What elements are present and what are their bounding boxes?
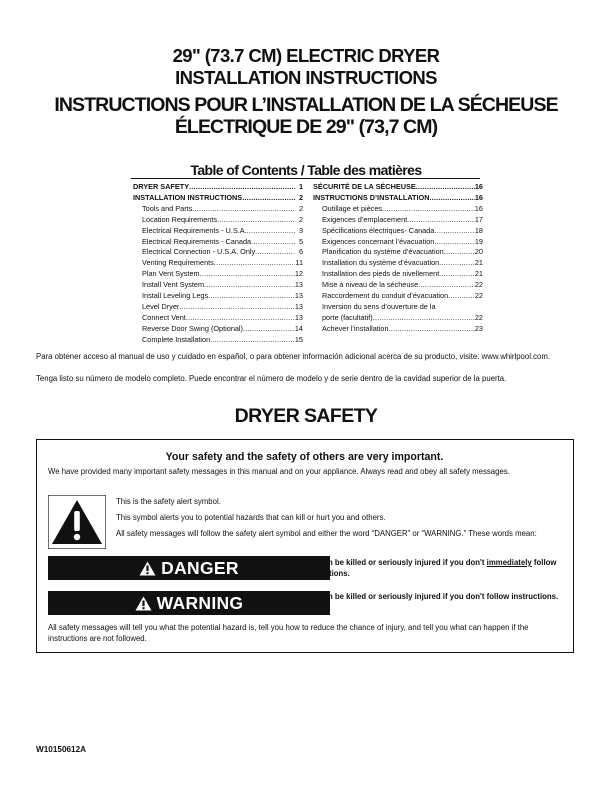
toc-dot-leader [382,204,475,215]
toc-dot-leader [186,313,295,324]
toc-entry [313,237,483,248]
toc-entry-page: 14 [294,323,303,333]
alert-symbol-line2: This symbol alerts you to potential hazards that can kill or hurt you and others. [116,513,386,522]
toc-dot-leader [217,215,295,226]
toc-entry-label: Venting Requirements [142,258,214,268]
toc-entry-label: INSTRUCTIONS D’INSTALLATION [313,192,430,202]
safety-footer-text: All safety messages will tell you what the potential hazard is, tell you how to reduce the chance of injury, and tell you what can happen if the instructions are not followed. [48,623,529,643]
toc-entry-label-line2: porte (facultatif) [322,312,373,322]
toc-entry-label: Outillage et pièces [322,203,383,213]
safety-alert-triangle-icon [48,495,106,549]
toc-dot-leader [255,247,295,258]
toc-entry-page: 22 [474,312,483,322]
toc-entry-page: 1 [298,182,303,191]
toc-entry-page: 19 [474,236,483,246]
toc-entry [133,269,303,280]
toc-dot-leader [434,226,475,237]
toc-dot-leader [247,226,295,237]
title-en-line1: 29" (73.7 CM) ELECTRIC DRYER [172,45,440,66]
toc-entry [133,215,303,226]
toc-entry-page: 3 [298,225,303,235]
section-title-dryer-safety: DRYER SAFETY [234,405,378,427]
toc-entry-page: 22 [474,280,483,290]
toc-entry-label: Location Requirements [142,214,218,224]
safety-box [36,439,574,653]
danger-alert-icon [139,561,156,576]
toc-dot-leader [243,324,295,335]
toc-entry-label: Installation du système d’évacuation [322,258,440,268]
toc-entry-page: 13 [294,312,303,322]
toc-entry [313,226,483,237]
toc-entry-label: Plan Vent System [142,269,200,279]
toc-entry [133,193,303,204]
toc-entry-label: Electrical Requirements - U.S.A. [142,225,247,235]
toc-entry-page: 2 [298,192,303,202]
model-number-note: Tenga listo su número de modelo completo. Puede encontrar el número de modelo y de serie dentro de la cavidad superior de la puerta. [36,374,507,383]
toc-entry-page: 16 [474,203,483,213]
toc-entry [313,291,483,302]
danger-text-end: follow instructions. [303,558,557,578]
toc-entry-label: Exigences d’emplacement [322,214,408,224]
title-en-line2: INSTALLATION INSTRUCTIONS [175,67,437,88]
spanish-manual-note: Para obtener acceso al manual de uso y cuidado en español, o para obtener información adicional acerca de su producto, visite: www.whirlpool.com. [36,352,551,361]
toc-entry-label-line1: Inversion du sens d’ouverture de la [322,301,436,311]
danger-label: DANGER [161,557,239,578]
toc-entry-label: Electrical Requirements - Canada [142,236,252,246]
toc-entry-label: SÉCURITÉ DE LA SÉCHEUSE [313,182,416,191]
toc-entry-page: 13 [294,301,303,311]
toc-entry-page: 16 [474,192,483,202]
toc-entry-page: 21 [474,269,483,279]
toc-entry-page: 6 [298,247,303,257]
toc-entry-label: Reverse Door Swing (Optional) [142,323,243,333]
toc-dot-leader [439,258,475,269]
toc-entry [313,193,483,204]
toc-entry [133,182,303,193]
toc-dot-leader [192,204,295,215]
toc-entry-page: 20 [474,247,483,257]
toc-dot-leader [418,280,475,291]
toc-dot-leader [204,280,295,291]
toc-entry-page: 5 [298,236,303,246]
toc-entry-page: 18 [474,225,483,235]
toc-dot-leader [189,182,295,193]
toc-entry-label: Connect Vent [142,312,186,322]
toc-entry-label: Install Leveling Legs [142,291,209,301]
toc-entry-page: 13 [294,291,303,301]
toc-entry [133,226,303,237]
toc-entry-label: Exigences concernant l’évacuation [322,236,435,246]
danger-text-emphasis: immediately [486,558,532,567]
toc-entry [133,258,303,269]
toc-dot-leader [210,335,295,346]
toc-entry [313,324,483,335]
toc-dot-leader [389,324,475,335]
toc-entry [133,291,303,302]
toc-dot-leader [434,237,475,248]
toc-entry [133,302,303,313]
toc-entry [133,247,303,258]
toc-entry [313,182,483,193]
warning-signal-panel [48,591,330,615]
danger-text-start: You can be killed or seriously injured if you don't [303,558,487,567]
toc-entry [313,302,483,324]
toc-entry [313,269,483,280]
toc-dot-leader [429,193,474,204]
toc-entry-page: 21 [474,258,483,268]
toc-entry-page: 15 [294,334,303,344]
toc-divider [131,178,480,179]
toc-dot-leader [407,215,475,226]
toc-entry-label: Install Vent System [142,280,205,290]
toc-entry-page: 2 [298,214,303,224]
warning-alert-icon [135,596,152,611]
toc-entry-page: 16 [474,182,483,191]
alert-symbol-line1: This is the safety alert symbol. [116,497,221,506]
toc-entry-label: Planification du système d’évacuation [322,247,444,257]
toc-entry-page: 17 [474,214,483,224]
toc-entry-line2 [322,313,483,324]
warning-label: WARNING [156,592,244,613]
toc-entry-page: 23 [474,323,483,333]
toc-dot-leader [416,182,475,193]
toc-entry [313,215,483,226]
toc-entry-label: DRYER SAFETY [133,182,190,191]
toc-entry [133,313,303,324]
toc-entry [313,247,483,258]
toc-entry [313,280,483,291]
alert-symbol-line3: All safety messages will follow the safety alert symbol and either the word “DANGER” or “WARNING.” These words mean: [116,529,537,538]
toc-dot-leader [179,302,295,313]
safety-intro: We have provided many important safety messages in this manual and on your appliance. Always read and obey all safety messages. [48,467,510,476]
toc-entry-label: Raccordement du conduit d’évacuation [322,291,449,301]
toc-entry-page: 12 [294,269,303,279]
toc-column-french [313,182,483,335]
toc-entry [133,335,303,346]
title-fr-line1: INSTRUCTIONS POUR L’INSTALLATION DE LA SÉCHEUSE [54,94,558,116]
toc-title: Table of Contents / Table des matières [190,162,422,178]
toc-dot-leader [208,291,295,302]
toc-dot-leader [214,258,295,269]
danger-description [303,557,571,579]
toc-entry [133,280,303,291]
toc-dot-leader [251,237,295,248]
toc-dot-leader [439,269,475,280]
toc-dot-leader [200,269,295,280]
toc-entry-page: 11 [295,258,303,268]
toc-entry-label: Complete Installation [142,334,211,344]
document-code: W10150612A [36,745,87,754]
danger-signal-panel [48,556,330,580]
toc-entry-label: Achever l’installation [322,323,389,333]
toc-dot-leader [448,291,475,302]
safety-heading: Your safety and the safety of others are very important. [165,451,444,463]
toc-dot-leader [444,247,475,258]
toc-dot-leader [242,193,295,204]
toc-entry-label: Tools and Parts [142,203,193,213]
title-fr-line2: ÉLECTRIQUE DE 29" (73,7 CM) [174,116,438,138]
toc-entry-label: Installation des pieds de nivellement [322,269,440,279]
toc-entry-page: 22 [474,291,483,301]
toc-entry [133,324,303,335]
toc-entry-label: Mise à niveau de la sécheuse [322,280,419,290]
toc-column-english [133,182,303,346]
toc-entry-label: INSTALLATION INSTRUCTIONS [133,192,243,202]
toc-entry [313,258,483,269]
toc-entry [133,204,303,215]
toc-entry-page: 2 [298,203,303,213]
toc-dot-leader [373,313,475,324]
toc-entry-label: Electrical Connection - U.S.A. Only [142,247,256,257]
toc-entry [313,204,483,215]
toc-entry-label: Level Dryer [142,301,180,311]
toc-entry-page: 13 [294,280,303,290]
toc-entry-label: Spécifications électriques- Canada [322,225,435,235]
toc-entry [133,237,303,248]
warning-description: You can be killed or seriously injured if you don't follow instructions. [303,592,559,601]
